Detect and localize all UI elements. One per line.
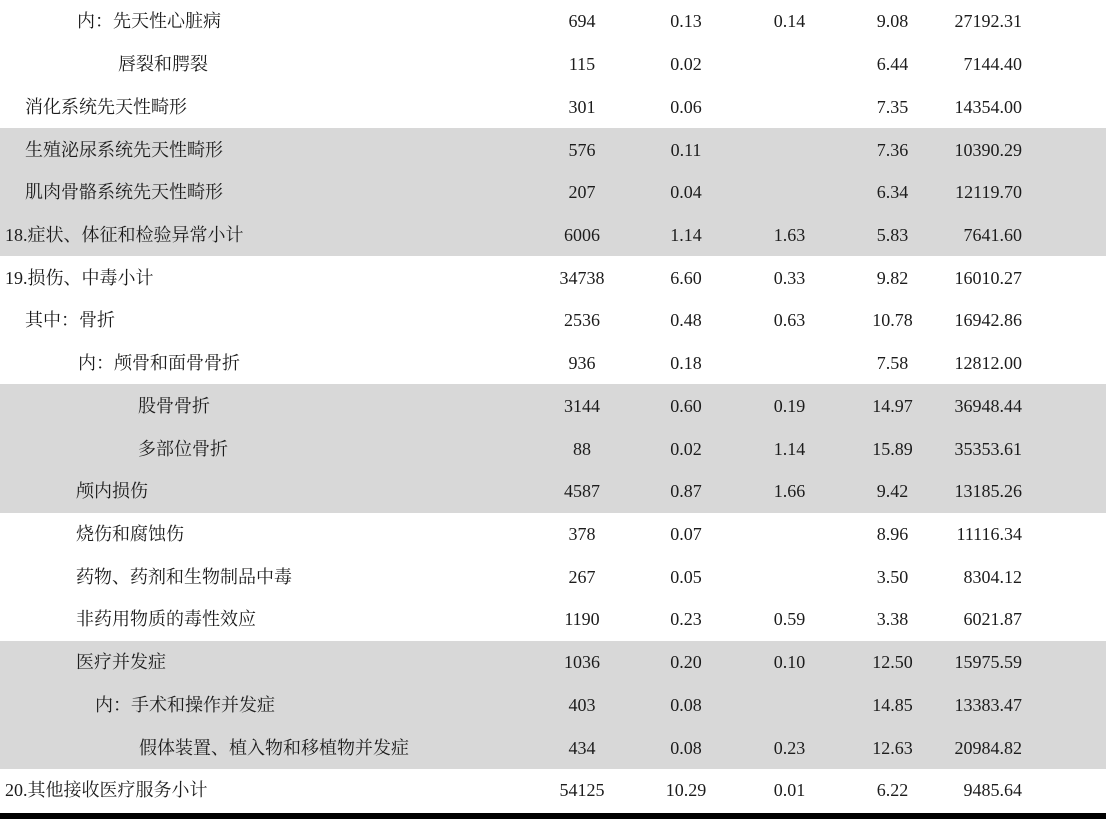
table-row	[0, 342, 1106, 385]
row-value-pct-a: 0.13	[670, 11, 702, 32]
row-value-pct-a: 0.23	[670, 609, 702, 630]
row-label: 非药用物质的毒性效应	[76, 609, 256, 630]
row-value-cost: 12812.00	[954, 353, 1022, 374]
row-value-days: 3.38	[876, 609, 909, 630]
row-value-count: 207	[568, 182, 596, 203]
row-label: 20.其他接收医疗服务小计	[5, 780, 208, 801]
table-row	[0, 726, 1106, 769]
row-value-pct-a: 0.08	[670, 737, 702, 758]
row-value-pct-b: 0.63	[773, 310, 806, 331]
row-label: 内：先天性心脏病	[77, 11, 221, 32]
row-value-pct-a: 0.11	[670, 139, 702, 160]
row-label: 内：手术和操作并发症	[95, 694, 275, 715]
row-value-days: 9.08	[876, 11, 909, 32]
row-value-days: 9.82	[876, 267, 909, 288]
table-row	[0, 43, 1106, 86]
row-value-pct-a: 0.04	[670, 182, 702, 203]
row-value-count: 34738	[559, 267, 605, 288]
row-value-pct-b: 1.14	[773, 438, 806, 459]
row-value-days: 15.89	[872, 438, 913, 459]
table-row	[0, 427, 1106, 470]
row-value-cost: 36948.44	[954, 395, 1022, 416]
row-value-pct-b: 1.66	[773, 481, 806, 502]
row-value-days: 5.83	[876, 224, 909, 245]
row-value-cost: 13383.47	[954, 694, 1022, 715]
row-value-pct-a: 0.18	[670, 353, 702, 374]
table-row	[0, 769, 1106, 812]
row-value-pct-b: 0.01	[773, 780, 806, 801]
row-label: 内：颅骨和面骨骨折	[78, 353, 240, 374]
row-label: 生殖泌尿系统先天性畸形	[25, 139, 223, 160]
row-value-pct-a: 10.29	[665, 780, 707, 801]
row-value-days: 7.35	[876, 96, 909, 117]
row-value-cost: 35353.61	[954, 438, 1022, 459]
row-value-cost: 9485.64	[963, 780, 1022, 801]
row-value-cost: 12119.70	[955, 182, 1022, 203]
row-label: 烧伤和腐蚀伤	[76, 523, 184, 544]
row-value-cost: 16942.86	[954, 310, 1022, 331]
table-row	[0, 684, 1106, 727]
row-value-cost: 11116.34	[956, 523, 1022, 544]
row-value-days: 12.50	[872, 652, 913, 673]
table-bottom-rule	[0, 813, 1106, 819]
row-value-cost: 7144.40	[963, 54, 1022, 75]
row-value-pct-b: 1.63	[773, 224, 806, 245]
row-value-pct-a: 0.06	[670, 96, 702, 117]
row-value-days: 3.50	[876, 566, 909, 587]
table-row	[0, 641, 1106, 684]
row-value-count: 88	[573, 438, 591, 459]
row-label: 其中：骨折	[25, 310, 115, 331]
row-value-cost: 13185.26	[954, 481, 1022, 502]
row-value-count: 1036	[564, 652, 600, 673]
row-value-days: 12.63	[872, 737, 913, 758]
row-value-count: 301	[568, 96, 596, 117]
row-value-pct-b: 0.33	[773, 267, 806, 288]
row-value-pct-a: 0.87	[670, 481, 702, 502]
row-label: 医疗并发症	[76, 652, 166, 673]
row-value-count: 54125	[559, 780, 605, 801]
row-value-count: 1190	[564, 609, 600, 630]
row-value-cost: 8304.12	[963, 566, 1022, 587]
row-value-days: 7.58	[876, 353, 909, 374]
row-value-pct-a: 0.20	[670, 652, 702, 673]
row-value-days: 6.34	[876, 182, 909, 203]
row-value-days: 6.44	[876, 54, 909, 75]
row-value-count: 403	[568, 694, 596, 715]
row-label: 18.症状、体征和检验异常小计	[5, 224, 244, 245]
row-value-count: 3144	[564, 395, 600, 416]
table-row	[0, 513, 1106, 556]
row-value-count: 267	[568, 566, 596, 587]
row-value-cost: 15975.59	[954, 652, 1022, 673]
row-value-pct-b: 0.59	[773, 609, 806, 630]
row-value-pct-a: 0.60	[670, 395, 702, 416]
row-value-count: 434	[568, 737, 596, 758]
row-value-count: 936	[568, 353, 596, 374]
row-value-count: 4587	[564, 481, 600, 502]
table-row	[0, 470, 1106, 513]
row-label: 唇裂和腭裂	[118, 54, 208, 75]
row-label: 肌肉骨骼系统先天性畸形	[25, 182, 223, 203]
table-row	[0, 128, 1106, 171]
table-row	[0, 256, 1106, 299]
row-value-pct-a: 6.60	[670, 267, 702, 288]
table-row	[0, 85, 1106, 128]
row-label: 消化系统先天性畸形	[25, 96, 187, 117]
row-value-days: 8.96	[876, 523, 909, 544]
row-value-count: 115	[568, 54, 596, 75]
table-row	[0, 299, 1106, 342]
row-value-cost: 6021.87	[963, 609, 1022, 630]
row-value-days: 7.36	[876, 139, 909, 160]
table-row	[0, 598, 1106, 641]
row-label: 19.损伤、中毒小计	[5, 267, 154, 288]
row-value-cost: 10390.29	[954, 139, 1022, 160]
row-value-cost: 27192.31	[954, 11, 1022, 32]
row-value-cost: 16010.27	[954, 267, 1022, 288]
table-row	[0, 555, 1106, 598]
row-value-cost: 7641.60	[963, 224, 1022, 245]
row-label: 股骨骨折	[138, 395, 210, 416]
row-value-days: 6.22	[876, 780, 909, 801]
row-value-count: 378	[568, 523, 596, 544]
row-value-days: 14.85	[872, 694, 913, 715]
row-value-count: 2536	[564, 310, 600, 331]
row-value-pct-a: 0.07	[670, 523, 702, 544]
row-value-pct-b: 0.14	[773, 11, 806, 32]
row-label: 药物、药剂和生物制品中毒	[76, 566, 292, 587]
row-value-days: 9.42	[876, 481, 909, 502]
row-value-days: 10.78	[872, 310, 913, 331]
row-value-cost: 20984.82	[954, 737, 1022, 758]
row-value-pct-b: 0.19	[773, 395, 806, 416]
row-value-pct-b: 0.10	[773, 652, 806, 673]
row-value-days: 14.97	[872, 395, 913, 416]
table-row	[0, 214, 1106, 257]
row-value-count: 694	[568, 11, 596, 32]
row-value-pct-a: 1.14	[670, 224, 702, 245]
row-value-cost: 14354.00	[954, 96, 1022, 117]
table-row	[0, 384, 1106, 427]
row-value-pct-a: 0.08	[670, 694, 702, 715]
table-row	[0, 0, 1106, 43]
row-label: 假体装置、植入物和移植物并发症	[139, 737, 409, 758]
row-value-pct-a: 0.48	[670, 310, 702, 331]
row-value-pct-b: 0.23	[773, 737, 806, 758]
row-value-count: 6006	[564, 224, 600, 245]
row-value-count: 576	[568, 139, 596, 160]
row-value-pct-a: 0.05	[670, 566, 702, 587]
row-value-pct-a: 0.02	[670, 54, 702, 75]
row-label: 多部位骨折	[138, 438, 228, 459]
row-label: 颅内损伤	[76, 481, 148, 502]
table-row	[0, 171, 1106, 214]
row-value-pct-a: 0.02	[670, 438, 702, 459]
